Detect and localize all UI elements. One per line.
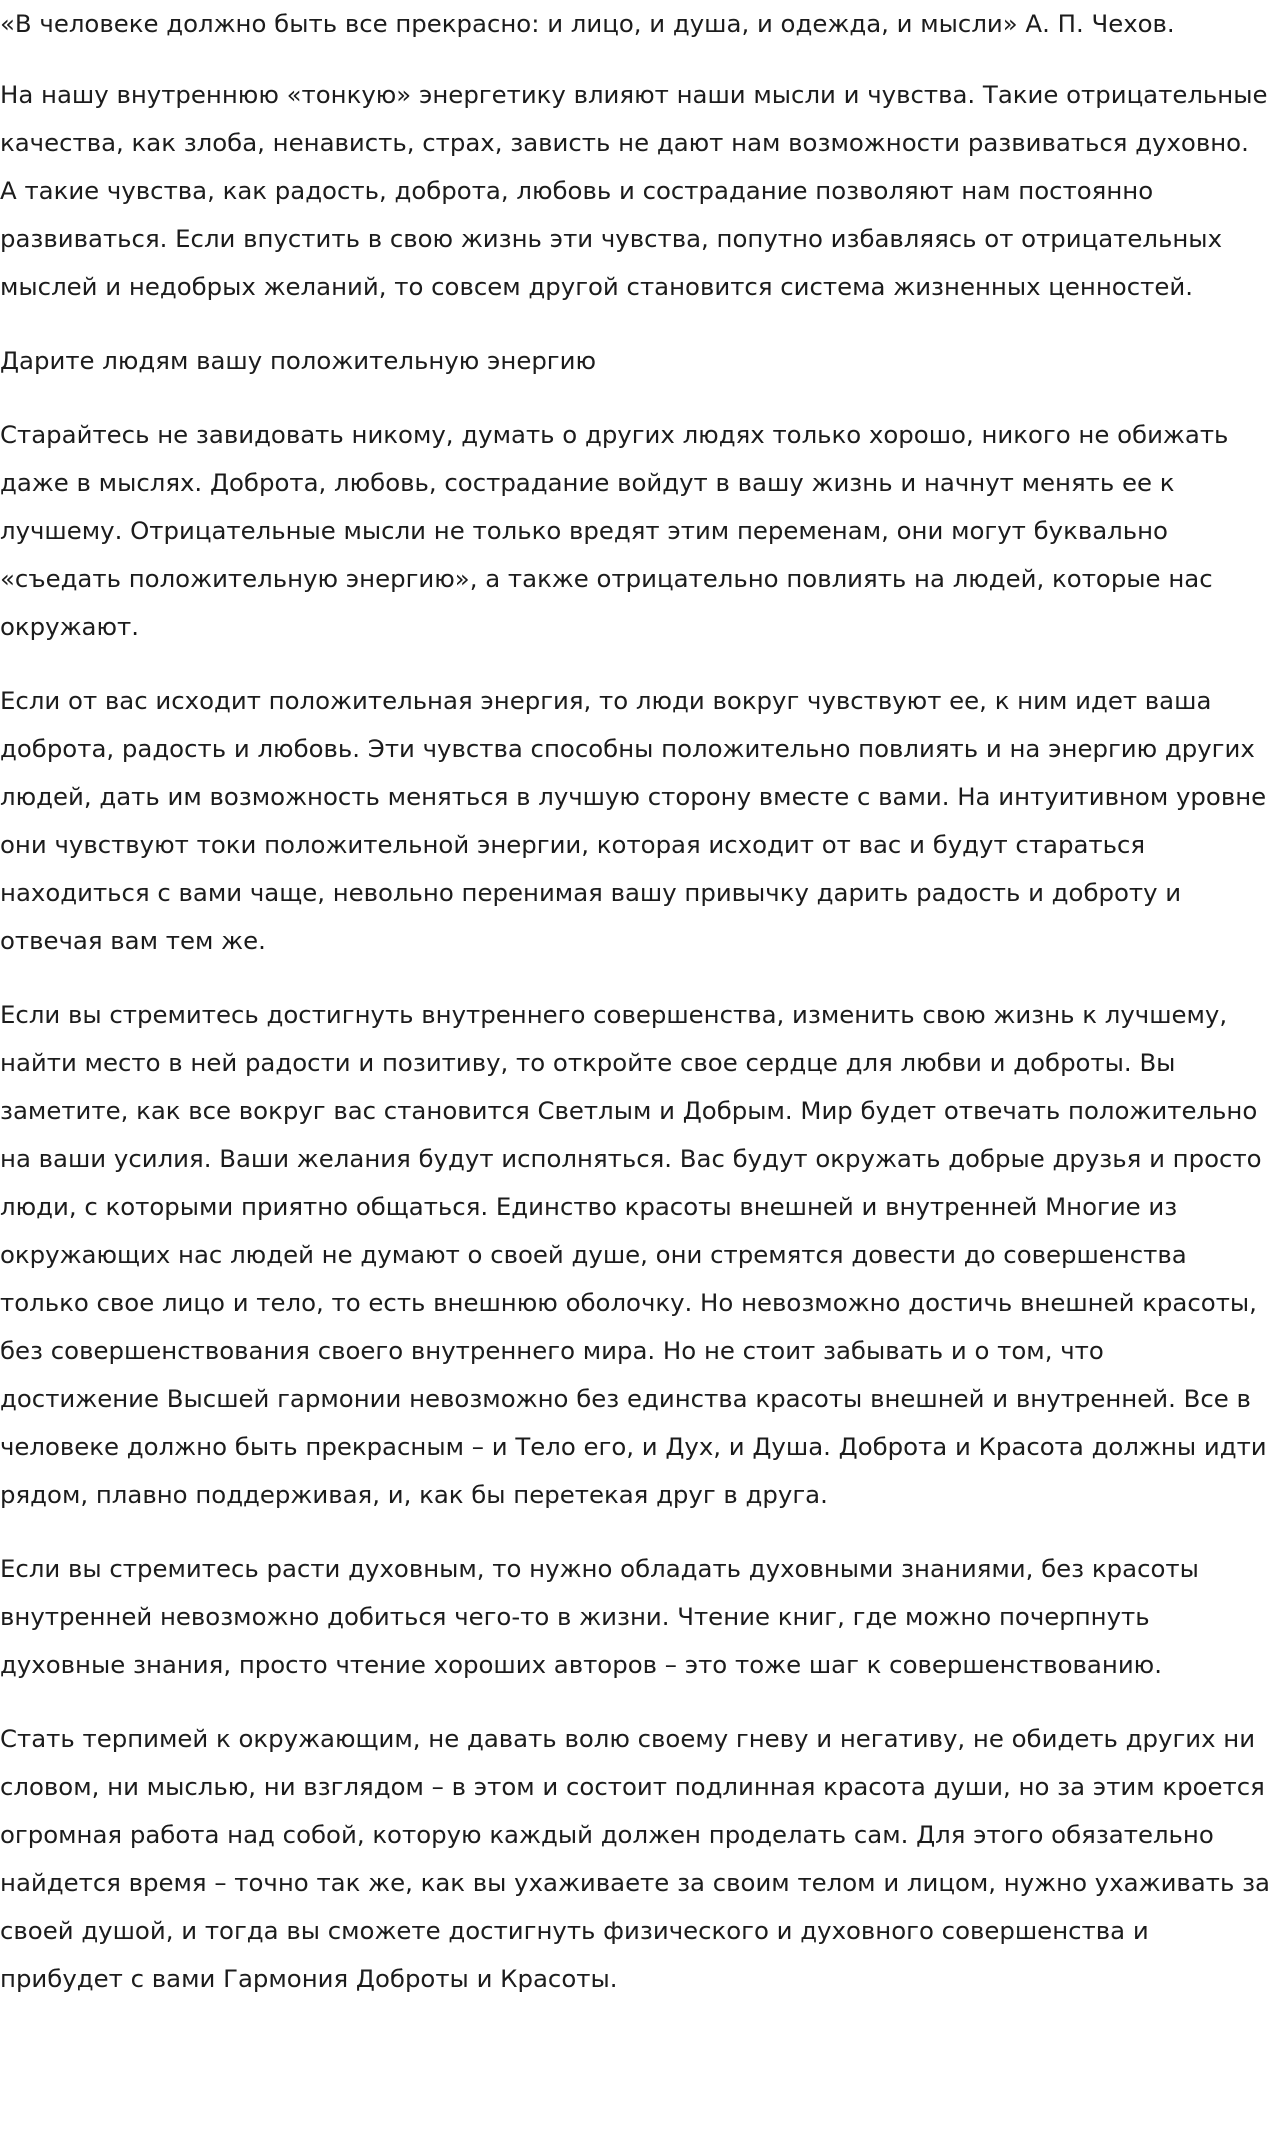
epigraph-quote: «В человеке должно быть все прекрасно: и лицо, и душа, и одежда, и мысли» А. П. Чехов. [0, 9, 1175, 38]
paragraph-tolerance: Стать терпимей к окружающим, не давать волю своему гневу и негативу, не обидеть других ни словом, ни мыслью, ни взглядом – в этом и состоит подлинная красота души, но за этим кроется огромная работа над собой, которую каждый должен проделать сам. Для этого обязательно найдется время – точно так же, как вы ухаживаете за своим телом и лицом, нужно ухаживать за своей душой, и тогда вы сможете достигнуть физического и духовного совершенства и прибудет с вами Гармония Доброты и Красоты. [0, 1724, 1270, 1993]
paragraph-inner-perfection: Если вы стремитесь достигнуть внутреннего совершенства, изменить свою жизнь к лучшему, найти место в ней радости и позитиву, то откройте свое сердце для любви и доброты. Вы заметите, как все вокруг вас становится Светлым и Добрым. Мир будет отвечать положительно на ваши усилия. Ваши желания будут исполняться. Вас будут окружать добрые друзья и просто люди, с которыми приятно общаться. Единство красоты внешней и внутренней Многие из окружающих нас людей не думают о своей душе, они стремятся довести до совершенства только свое лицо и тело, то есть внешнюю оболочку. Но невозможно достичь внешней красоты, без совершенствования своего внутреннего мира. Но не стоит забывать и о том, что достижение Высшей гармонии невозможно без единства красоты внешней и внутренней. Все в человеке должно быть прекрасным – и Тело его, и Дух, и Душа. Доброта и Красота должны идти рядом, плавно поддерживая, и, как бы перетекая друг в друга. [0, 1000, 1267, 1509]
section-subheading: Дарите людям вашу положительную энергию [0, 346, 597, 375]
paragraph-do-not-envy: Старайтесь не завидовать никому, думать о других людях только хорошо, никого не обижать даже в мыслях. Доброта, любовь, сострадание войдут в вашу жизнь и начнут менять ее к лучшему. Отрицательные мысли не только вредят этим переменам, они могут буквально «съедать положительную энергию», а также отрицательно повлиять на людей, которые нас окружают. [0, 420, 1229, 641]
paragraph-positive-energy: Если от вас исходит положительная энергия, то люди вокруг чувствуют ее, к ним идет ваша доброта, радость и любовь. Эти чувства способны положительно повлиять и на энергию других людей, дать им возможность меняться в лучшую сторону вместе с вами. На интуитивном уровне они чувствуют токи положительной энергии, которая исходит от вас и будут стараться находиться с вами чаще, невольно перенимая вашу привычку дарить радость и доброту и отвечая вам тем же. [0, 686, 1267, 955]
paragraph-energy-influence: На нашу внутреннюю «тонкую» энергетику влияют наши мысли и чувства. Такие отрицательные качества, как злоба, ненависть, страх, зависть не дают нам возможности развиваться духовно. А такие чувства, как радость, доброта, любовь и сострадание позволяют нам постоянно развиваться. Если впустить в свою жизнь эти чувства, попутно избавляясь от отрицательных мыслей и недобрых желаний, то совсем другой становится система жизненных ценностей. [0, 80, 1268, 301]
paragraph-spiritual-growth: Если вы стремитесь расти духовным, то нужно обладать духовными знаниями, без красоты внутренней невозможно добиться чего-то в жизни. Чтение книг, где можно почерпнуть духовные знания, просто чтение хороших авторов – это тоже шаг к совершенствованию. [0, 1554, 1199, 1679]
